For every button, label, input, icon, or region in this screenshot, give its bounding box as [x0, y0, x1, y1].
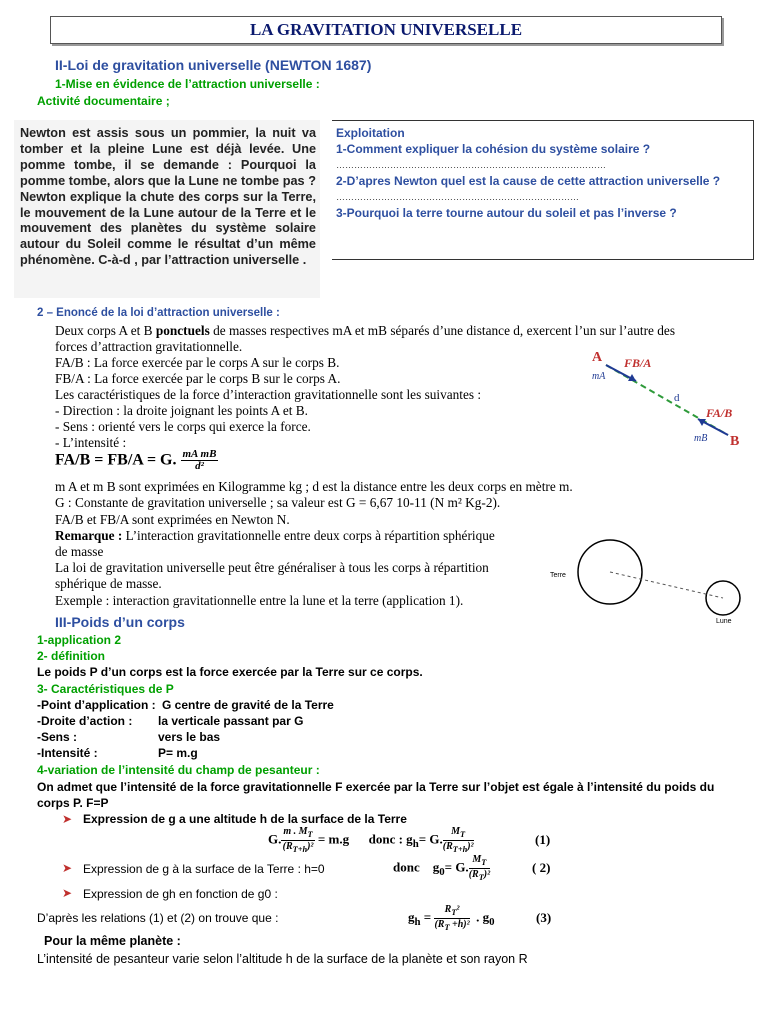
point-value: G centre de gravité de la Terre: [162, 698, 334, 712]
droite-label: -Droite d’action :: [37, 714, 133, 728]
point-b-label: B: [730, 434, 740, 449]
constant-G: G : Constante de gravitation universelle ; sa valeur est G = 6,67 10-11 (N m² Kg-2).: [55, 495, 501, 510]
earth-moon-diagram: [540, 535, 760, 635]
document-text-block: Newton est assis sous un pommier, la nuit va tomber et la pleine Lune est déjà levée. Une pomme tombe, il se demande : Pourquoi la pomme tombe, alors que la Lune ne tombe pas ? Newton explique la chute des corps sur la Terre, le mouvement de la Lune autour de la Terre et le mouvement des planètes du système solaire autour du Soleil comme le résultat d’un même phénomène. C-à-d , par l’attraction universelle .: [14, 120, 320, 298]
activity-label: Activité documentaire ;: [37, 94, 170, 108]
variation-heading: 4-variation de l’intensité du champ de pesanteur :: [37, 763, 320, 777]
distance-label: d: [674, 392, 680, 404]
generalisation: La loi de gravitation universelle peut être généraliser à tous les corps à répartition sphérique de masse.: [55, 560, 489, 591]
eq-number-3: (3): [536, 910, 552, 925]
mass-b-label: mB: [694, 433, 708, 444]
eq-number-1: (1): [535, 832, 551, 847]
masses-units: m A et m B sont exprimées en Kilogramme kg ; d est la distance entre les deux corps en mètre m.: [55, 479, 573, 494]
exploitation-box: [332, 120, 754, 260]
force-ab-label: FA/B: [706, 406, 733, 420]
application-2: 1-application 2: [37, 633, 122, 647]
section3-heading: III-Poids d’un corps: [55, 614, 185, 630]
force-units: FA/B et FB/A sont exprimées en Newton N.: [55, 512, 290, 527]
point-a-label: A: [592, 350, 603, 365]
relations-text: D’après les relations (1) et (2) on trouve que :: [37, 911, 279, 925]
intensity-label: -Intensité :: [37, 746, 98, 760]
fab-definition: FA/B : La force exercée par le corps A sur le corps B.: [55, 355, 340, 370]
sens-label: -Sens :: [37, 730, 78, 744]
example: Exemple : interaction gravitationnelle entre la lune et la terre (application 1).: [55, 593, 464, 608]
characteristics-intro: Les caractéristiques de la force d’interaction gravitationnelle sont les suivantes :: [55, 387, 482, 402]
point-label: -Point d’application :: [37, 698, 156, 712]
remark: Remarque : L’interaction gravitationnelle entre deux corps à répartition sphérique de masse: [55, 528, 495, 559]
definition-heading: 2- définition: [37, 649, 105, 663]
admission-text: On admet que l’intensité de la force gravitationnelle F exercée par la Terre sur l’objet est égale à l’intensité du poids du corps P. F=P: [37, 780, 715, 810]
center-line: [610, 572, 723, 598]
definition-text: Le poids P d’un corps est la force exercée par la Terre sur ce corps.: [37, 665, 423, 679]
question-1: 1-Comment expliquer la cohésion du système solaire ?: [336, 142, 651, 156]
fba-definition: FB/A : La force exercée par le corps B sur le corps A.: [55, 371, 341, 386]
force-ba-label: FB/A: [624, 356, 652, 370]
gravitation-formula: FA/B = FB/A = G. $\frac{\text{mA mB}}{\text{d²}}$: [55, 448, 217, 472]
force-diagram: [588, 343, 748, 453]
bullet-arrow-2: ➤: [62, 861, 73, 875]
bullet-arrow-3: ➤: [62, 886, 73, 900]
intensity-line: - L’intensité :: [55, 435, 127, 450]
expression-1: Expression de g a une altitude h de la surface de la Terre: [83, 812, 407, 826]
section2-heading: II-Loi de gravitation universelle (NEWTON 1687): [55, 57, 372, 73]
sens-value: vers le bas: [158, 730, 221, 744]
eq-number-2: ( 2): [532, 860, 551, 875]
conclusion: L’intensité de pesanteur varie selon l’altitude h de la surface de la planète et son rayon R: [37, 952, 528, 966]
answer-dots-2: ………………………………………………………………………: [336, 192, 579, 202]
moon-label: Lune: [716, 618, 732, 625]
direction-line: - Direction : la droite joignant les points A et B.: [55, 403, 308, 418]
subsection1-heading: 1-Mise en évidence de l’attraction universelle :: [55, 77, 320, 91]
question-3: 3-Pourquoi la terre tourne autour du soleil et pas l’inverse ?: [336, 206, 677, 220]
formula-2: donc $g_0= G$. $\frac{M_T}{(R_T)^2}$: [393, 854, 491, 882]
law-statement: Deux corps A et B ponctuels de masses respectives mA et mB séparés d’une distance d, exercent l’un sur l’autre des forces d’attraction gravitationnelle.: [55, 323, 676, 354]
bullet-arrow-1: ➤: [62, 812, 73, 826]
formula-1: G. $\frac{m . M_T}{(R_{T+h})^2}$ = m.g donc : $g_h= G$. $\frac{M_T}{(R_{T+h})^2}$: [268, 826, 474, 854]
expression-2: Expression de g à la surface de la Terre : h=0: [83, 862, 325, 876]
earth-label: Terre: [550, 572, 566, 579]
exploitation-heading: Exploitation: [336, 126, 405, 140]
sens-line: - Sens : orienté vers le corps qui exerce la force.: [55, 419, 311, 434]
question-2: 2-D’apres Newton quel est la cause de cette attraction universelle ?: [336, 174, 721, 188]
formula-3: $g_h$ = $\frac{R_T^2}{(R_T +h)^2}$ . $g_0$: [408, 904, 495, 932]
same-planet-heading: Pour la même planète :: [44, 934, 181, 948]
droite-value: la verticale passant par G: [158, 714, 304, 728]
intensity-value: P= m.g: [158, 746, 198, 760]
answer-dots-1: ………………………………………………………………………………: [336, 160, 606, 170]
expression-3: Expression de gh en fonction de g0 :: [83, 887, 278, 901]
subsection2-heading: 2 – Enoncé de la loi d’attraction universelle :: [37, 307, 280, 319]
characteristics-heading: 3- Caractéristiques de P: [37, 682, 174, 696]
mass-a-label: mA: [592, 371, 606, 382]
page-title: LA GRAVITATION UNIVERSELLE: [50, 16, 722, 44]
